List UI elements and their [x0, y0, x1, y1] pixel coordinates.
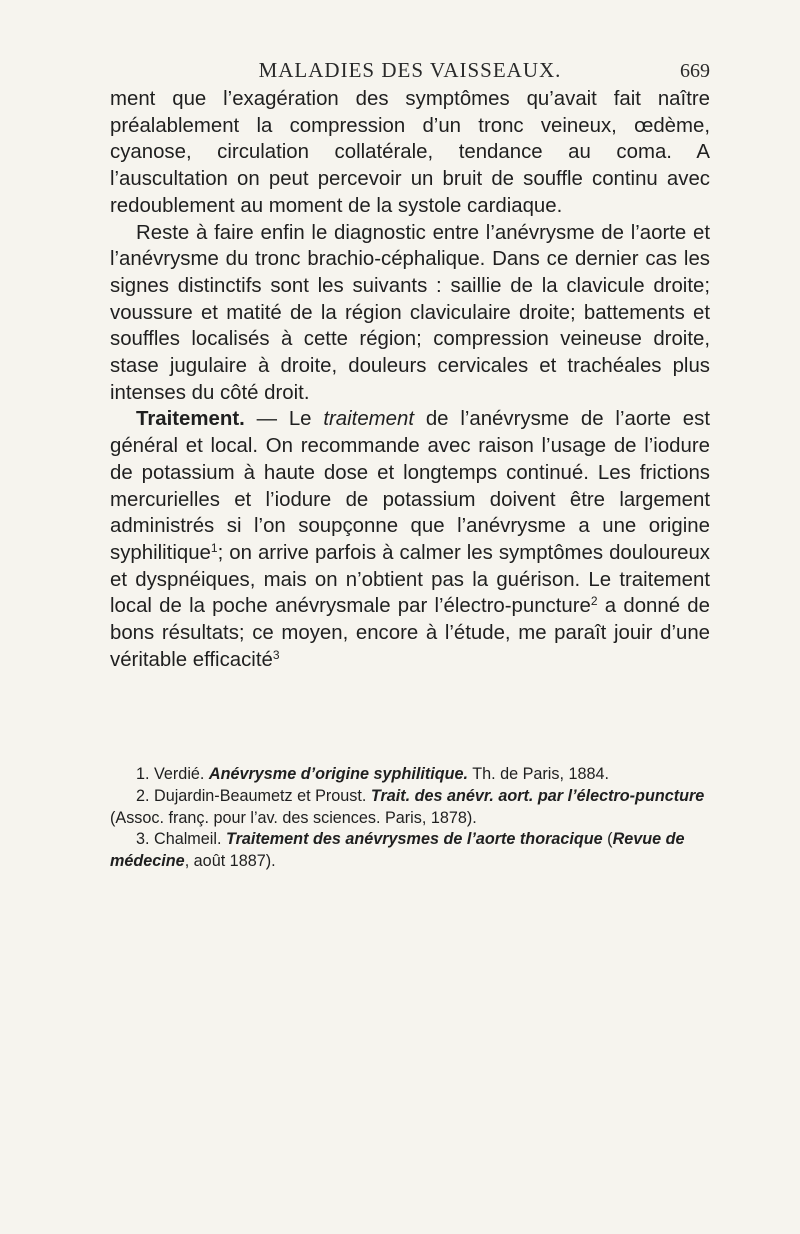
footnote-title: Anévrysme d’origine syphilitique.: [208, 765, 468, 783]
footnote-author: Chalmeil.: [154, 830, 222, 849]
footnote-2: [110, 786, 710, 830]
section-rubric: Traitement.: [136, 408, 245, 431]
text-segment: de l’anévrysme de l’aorte est général et local. On recommande avec raison l’usage de l’iodure de potassium à haute dose et longtemps continué. Les frictions mercurielles et l’iodure de potassium doivent être largement administrés si l’on soupçonne que l’anévrysme a une origine syphilitique: [110, 408, 710, 564]
footnote-source: Th. de Paris, 1884.: [472, 765, 609, 783]
footnote-title: Trait. des anévr. aort. par l’électro-puncture: [370, 786, 705, 805]
main-text: [110, 86, 710, 673]
footnote-title: Traitement des anévrysmes de l’aorte thoracique: [226, 830, 603, 849]
page-number: 669: [680, 60, 710, 82]
footnote-ref-3: 3: [272, 647, 280, 662]
text-segment: a donné de bons résultats; ce moyen, encore à l’étude, me paraît jouir d’une véritable efficacité: [110, 595, 710, 671]
footnotes: [110, 764, 710, 873]
footnote-1: [110, 764, 710, 786]
running-title: MALADIES DES VAISSEAUX.: [258, 58, 562, 82]
footnote-ref-1: 1: [210, 540, 218, 555]
footnote-number: 3.: [136, 830, 150, 849]
rubric-dash: — Le: [244, 408, 324, 431]
footnote-journal: Revue de médecine: [110, 830, 685, 871]
footnote-paren: (: [607, 830, 613, 849]
italic-term: traitement: [323, 408, 414, 431]
footnote-3: [110, 829, 710, 873]
paragraph-diagnostic: Reste à faire enfin le diagnostic entre l’anévrysme de l’aorte et l’anévrysme du tronc brachio-céphalique. Dans ce dernier cas les signes distinctifs sont les suivants : saillie de la clavicule droite; voussure et matité de la région claviculaire droite; battements et souffles localisés à cette région; compression veineuse droite, stase jugulaire à droite, douleurs cervicales et trachéales plus intenses du côté droit.: [110, 221, 710, 404]
footnote-number: 1.: [136, 765, 150, 783]
footnote-ref-2: 2: [590, 594, 598, 609]
page-header: [110, 58, 710, 88]
footnote-source: , août 1887).: [184, 852, 276, 871]
paragraph-traitement: [110, 406, 710, 673]
paragraph-continuation: ment que l’exagération des symptômes qu’avait fait naître préalablement la compression d’un tronc veineux, œdème, cyanose, circulation collatérale, tendance au coma. A l’auscultation on peut percevoir un bruit de souffle continu avec redoublement au moment de la systole cardiaque.: [110, 88, 710, 217]
footnote-author: Dujardin-Beaumetz et Proust.: [154, 786, 367, 805]
text-segment: ; on arrive parfois à calmer les symptômes douloureux et dyspnéiques, mais on n’obtient pas la guérison. Le traitement local de la poche anévrysmale par l’électro-puncture: [110, 541, 710, 618]
footnote-source: (Assoc. franç. pour l’av. des sciences. Paris, 1878).: [110, 808, 477, 827]
footnote-number: 2.: [136, 786, 150, 805]
footnote-author: Verdié.: [154, 765, 205, 783]
